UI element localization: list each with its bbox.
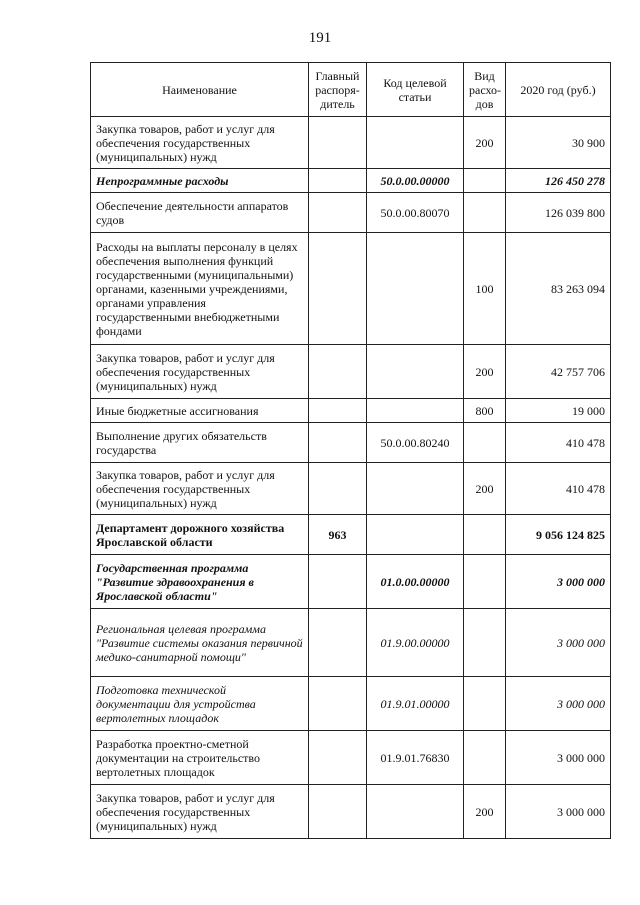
header-amount: 2020 год (руб.)	[506, 63, 611, 117]
cell-amount: 3 000 000	[506, 555, 611, 609]
cell-code	[367, 399, 464, 423]
cell-code	[367, 463, 464, 515]
cell-amount: 410 478	[506, 463, 611, 515]
cell-type: 200	[464, 117, 506, 169]
table-row	[91, 677, 611, 731]
cell-admin	[309, 785, 367, 839]
cell-type	[464, 609, 506, 677]
cell-name: Обеспечение деятельности аппаратов судов	[91, 193, 309, 233]
cell-amount: 19 000	[506, 399, 611, 423]
table-row	[91, 731, 611, 785]
table-row	[91, 193, 611, 233]
cell-admin	[309, 463, 367, 515]
table-row	[91, 423, 611, 463]
cell-name: Региональная целевая программа "Развитие системы оказания первичной медико-санитарной помощи"	[91, 609, 309, 677]
cell-type: 100	[464, 233, 506, 345]
table-body	[91, 117, 611, 839]
cell-admin	[309, 117, 367, 169]
cell-amount: 126 039 800	[506, 193, 611, 233]
table-row	[91, 785, 611, 839]
cell-type	[464, 677, 506, 731]
cell-amount: 9 056 124 825	[506, 515, 611, 555]
cell-name: Департамент дорожного хозяйства Ярославской области	[91, 515, 309, 555]
cell-admin	[309, 399, 367, 423]
cell-admin	[309, 555, 367, 609]
cell-type	[464, 731, 506, 785]
cell-amount: 83 263 094	[506, 233, 611, 345]
cell-name: Закупка товаров, работ и услуг для обеспечения государственных (муниципальных) нужд	[91, 463, 309, 515]
cell-amount: 30 900	[506, 117, 611, 169]
table-row	[91, 609, 611, 677]
cell-admin	[309, 731, 367, 785]
cell-type	[464, 515, 506, 555]
cell-type	[464, 169, 506, 193]
table-header-row	[91, 63, 611, 117]
cell-code	[367, 233, 464, 345]
cell-type: 200	[464, 785, 506, 839]
cell-code: 01.9.01.76830	[367, 731, 464, 785]
table-row	[91, 463, 611, 515]
cell-code: 50.0.00.80240	[367, 423, 464, 463]
cell-amount: 126 450 278	[506, 169, 611, 193]
cell-code: 01.9.01.00000	[367, 677, 464, 731]
cell-admin	[309, 609, 367, 677]
cell-type: 200	[464, 345, 506, 399]
cell-admin	[309, 169, 367, 193]
header-code: Код целевой статьи	[367, 63, 464, 117]
cell-name: Разработка проектно-сметной документации на строительство вертолетных площадок	[91, 731, 309, 785]
cell-name: Расходы на выплаты персоналу в целях обеспечения выполнения функций государственными (муниципальными) органами, казенными учреждениями, органами управления государственными внебюджетными фондами	[91, 233, 309, 345]
cell-admin	[309, 423, 367, 463]
cell-name: Закупка товаров, работ и услуг для обеспечения государственных (муниципальных) нужд	[91, 345, 309, 399]
table-row	[91, 515, 611, 555]
header-name: Наименование	[91, 63, 309, 117]
table-row	[91, 399, 611, 423]
cell-code: 01.9.00.00000	[367, 609, 464, 677]
table-row	[91, 117, 611, 169]
cell-type: 800	[464, 399, 506, 423]
cell-amount: 3 000 000	[506, 609, 611, 677]
cell-code: 50.0.00.00000	[367, 169, 464, 193]
cell-code: 01.0.00.00000	[367, 555, 464, 609]
cell-amount: 3 000 000	[506, 731, 611, 785]
cell-type: 200	[464, 463, 506, 515]
cell-amount: 42 757 706	[506, 345, 611, 399]
page-number: 191	[308, 30, 332, 46]
cell-code	[367, 515, 464, 555]
table-row	[91, 233, 611, 345]
cell-amount: 410 478	[506, 423, 611, 463]
cell-name: Подготовка технической документации для устройства вертолетных площадок	[91, 677, 309, 731]
table-row	[91, 345, 611, 399]
cell-type	[464, 423, 506, 463]
cell-amount: 3 000 000	[506, 677, 611, 731]
header-admin: Главный распоря- дитель	[309, 63, 367, 117]
cell-name: Закупка товаров, работ и услуг для обеспечения государственных (муниципальных) нужд	[91, 785, 309, 839]
budget-table	[90, 62, 611, 839]
cell-name: Выполнение других обязательств государства	[91, 423, 309, 463]
cell-admin	[309, 233, 367, 345]
cell-name: Иные бюджетные ассигнования	[91, 399, 309, 423]
cell-name: Непрограммные расходы	[91, 169, 309, 193]
cell-code	[367, 785, 464, 839]
cell-type	[464, 555, 506, 609]
cell-name: Государственная программа "Развитие здравоохранения в Ярославской области"	[91, 555, 309, 609]
cell-code: 50.0.00.80070	[367, 193, 464, 233]
cell-code	[367, 345, 464, 399]
cell-code	[367, 117, 464, 169]
header-type: Вид расхо- дов	[464, 63, 506, 117]
cell-admin	[309, 677, 367, 731]
cell-admin: 963	[309, 515, 367, 555]
cell-type	[464, 193, 506, 233]
cell-name: Закупка товаров, работ и услуг для обеспечения государственных (муниципальных) нужд	[91, 117, 309, 169]
table-row	[91, 555, 611, 609]
cell-admin	[309, 193, 367, 233]
cell-amount: 3 000 000	[506, 785, 611, 839]
cell-admin	[309, 345, 367, 399]
table-row	[91, 169, 611, 193]
